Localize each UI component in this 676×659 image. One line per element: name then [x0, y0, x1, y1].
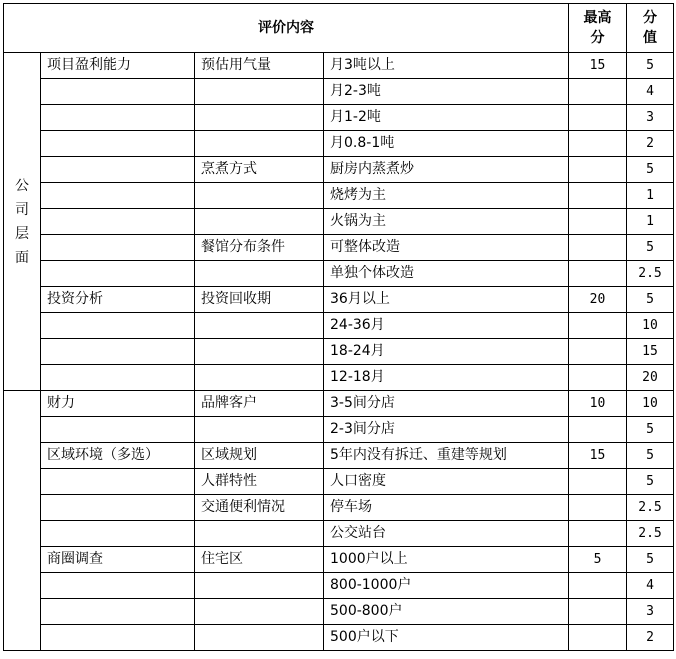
criterion-cell: 500户以下 — [324, 625, 569, 651]
table-row — [4, 235, 674, 261]
category-cell — [41, 625, 195, 651]
criterion-cell: 月1-2吨 — [324, 105, 569, 131]
side-label-char: 公 — [15, 177, 29, 194]
table-row — [4, 417, 674, 443]
score-cell: 5 — [627, 157, 674, 183]
max-score-cell — [569, 495, 627, 521]
subcategory-cell — [195, 105, 324, 131]
table-row — [4, 261, 674, 287]
side-label-char: 司 — [15, 201, 29, 218]
score-cell: 5 — [627, 443, 674, 469]
evaluation-table — [3, 3, 674, 651]
score-cell: 3 — [627, 105, 674, 131]
criterion-cell: 单独个体改造 — [324, 261, 569, 287]
category-cell: 商圈调查 — [41, 547, 195, 573]
category-cell — [41, 599, 195, 625]
max-score-cell — [569, 105, 627, 131]
score-cell: 5 — [627, 417, 674, 443]
group-side-label — [4, 53, 41, 391]
subcategory-cell: 住宅区 — [195, 547, 324, 573]
category-cell — [41, 573, 195, 599]
category-cell — [41, 313, 195, 339]
criterion-cell: 月0.8-1吨 — [324, 131, 569, 157]
header-score-line2: 值 — [643, 30, 657, 46]
criterion-cell: 1000户以上 — [324, 547, 569, 573]
category-cell — [41, 79, 195, 105]
criterion-cell: 月3吨以上 — [324, 53, 569, 79]
category-cell — [41, 157, 195, 183]
subcategory-cell — [195, 261, 324, 287]
max-score-cell — [569, 157, 627, 183]
table-row — [4, 599, 674, 625]
table-row — [4, 313, 674, 339]
category-cell: 财力 — [41, 391, 195, 417]
side-label-char: 面 — [15, 249, 29, 266]
max-score-cell — [569, 339, 627, 365]
header-max-score-line1: 最高 — [583, 10, 612, 26]
table-row — [4, 287, 674, 313]
criterion-cell: 火锅为主 — [324, 209, 569, 235]
criterion-cell: 800-1000户 — [324, 573, 569, 599]
score-cell: 1 — [627, 209, 674, 235]
criterion-cell: 5年内没有拆迁、重建等规划 — [324, 443, 569, 469]
table-row — [4, 469, 674, 495]
score-cell: 5 — [627, 469, 674, 495]
table-row — [4, 573, 674, 599]
score-cell: 1 — [627, 183, 674, 209]
max-score-cell — [569, 261, 627, 287]
criterion-cell: 月2-3吨 — [324, 79, 569, 105]
category-cell — [41, 235, 195, 261]
score-cell: 2.5 — [627, 495, 674, 521]
subcategory-cell: 品牌客户 — [195, 391, 324, 417]
subcategory-cell — [195, 625, 324, 651]
subcategory-cell — [195, 183, 324, 209]
header-score-line1: 分 — [643, 10, 657, 26]
criterion-cell: 500-800户 — [324, 599, 569, 625]
table-row — [4, 339, 674, 365]
score-cell: 2 — [627, 625, 674, 651]
max-score-cell — [569, 573, 627, 599]
table-row — [4, 547, 674, 573]
criterion-cell: 3-5间分店 — [324, 391, 569, 417]
table-row — [4, 157, 674, 183]
max-score-cell: 15 — [569, 53, 627, 79]
score-cell: 5 — [627, 53, 674, 79]
table-row — [4, 495, 674, 521]
subcategory-cell — [195, 313, 324, 339]
score-cell: 5 — [627, 547, 674, 573]
group-side-label — [4, 391, 41, 651]
max-score-cell: 15 — [569, 443, 627, 469]
criterion-cell: 人口密度 — [324, 469, 569, 495]
score-cell: 3 — [627, 599, 674, 625]
score-cell: 2 — [627, 131, 674, 157]
subcategory-cell — [195, 131, 324, 157]
subcategory-cell — [195, 365, 324, 391]
category-cell — [41, 469, 195, 495]
max-score-cell — [569, 365, 627, 391]
category-cell — [41, 105, 195, 131]
subcategory-cell — [195, 209, 324, 235]
table-row — [4, 105, 674, 131]
category-cell — [41, 495, 195, 521]
score-cell: 15 — [627, 339, 674, 365]
score-cell: 2.5 — [627, 521, 674, 547]
criterion-cell: 24-36月 — [324, 313, 569, 339]
score-cell: 20 — [627, 365, 674, 391]
criterion-cell: 厨房内蒸煮炒 — [324, 157, 569, 183]
max-score-cell: 10 — [569, 391, 627, 417]
subcategory-cell: 投资回收期 — [195, 287, 324, 313]
max-score-cell — [569, 521, 627, 547]
criterion-cell: 2-3间分店 — [324, 417, 569, 443]
criterion-cell: 36月以上 — [324, 287, 569, 313]
category-cell — [41, 261, 195, 287]
max-score-cell — [569, 183, 627, 209]
side-label-char: 层 — [15, 225, 29, 242]
category-cell — [41, 339, 195, 365]
max-score-cell — [569, 625, 627, 651]
subcategory-cell: 人群特性 — [195, 469, 324, 495]
category-cell — [41, 417, 195, 443]
category-cell: 区域环境（多选） — [41, 443, 195, 469]
category-cell — [41, 183, 195, 209]
criterion-cell: 烧烤为主 — [324, 183, 569, 209]
subcategory-cell — [195, 521, 324, 547]
max-score-cell — [569, 209, 627, 235]
score-cell: 5 — [627, 235, 674, 261]
subcategory-cell: 区域规划 — [195, 443, 324, 469]
subcategory-cell: 烹煮方式 — [195, 157, 324, 183]
max-score-cell — [569, 131, 627, 157]
table-row — [4, 391, 674, 417]
max-score-cell — [569, 79, 627, 105]
table-row — [4, 131, 674, 157]
score-cell: 2.5 — [627, 261, 674, 287]
criterion-cell: 公交站台 — [324, 521, 569, 547]
max-score-cell — [569, 469, 627, 495]
criterion-cell: 18-24月 — [324, 339, 569, 365]
category-cell — [41, 131, 195, 157]
max-score-cell — [569, 599, 627, 625]
score-cell: 5 — [627, 287, 674, 313]
max-score-cell: 5 — [569, 547, 627, 573]
table-row — [4, 183, 674, 209]
header-max-score-line2: 分 — [590, 30, 605, 46]
table-row — [4, 443, 674, 469]
subcategory-cell — [195, 417, 324, 443]
score-cell: 4 — [627, 573, 674, 599]
score-cell: 10 — [627, 391, 674, 417]
table-row — [4, 625, 674, 651]
header-score — [627, 4, 674, 53]
table-row — [4, 53, 674, 79]
max-score-cell: 20 — [569, 287, 627, 313]
subcategory-cell: 交通便利情况 — [195, 495, 324, 521]
table-row — [4, 365, 674, 391]
table-row — [4, 209, 674, 235]
max-score-cell — [569, 313, 627, 339]
category-cell — [41, 521, 195, 547]
max-score-cell — [569, 417, 627, 443]
category-cell — [41, 365, 195, 391]
subcategory-cell — [195, 79, 324, 105]
subcategory-cell: 预估用气量 — [195, 53, 324, 79]
score-cell: 4 — [627, 79, 674, 105]
max-score-cell — [569, 235, 627, 261]
criterion-cell: 12-18月 — [324, 365, 569, 391]
criterion-cell: 可整体改造 — [324, 235, 569, 261]
subcategory-cell: 餐馆分布条件 — [195, 235, 324, 261]
table-body — [4, 53, 674, 651]
header-content: 评价内容 — [4, 4, 569, 53]
table-row — [4, 521, 674, 547]
subcategory-cell — [195, 339, 324, 365]
score-cell: 10 — [627, 313, 674, 339]
subcategory-cell — [195, 573, 324, 599]
header-max-score — [569, 4, 627, 53]
subcategory-cell — [195, 599, 324, 625]
criterion-cell: 停车场 — [324, 495, 569, 521]
header-row — [4, 4, 674, 53]
table-row — [4, 79, 674, 105]
category-cell — [41, 209, 195, 235]
category-cell: 项目盈利能力 — [41, 53, 195, 79]
category-cell: 投资分析 — [41, 287, 195, 313]
